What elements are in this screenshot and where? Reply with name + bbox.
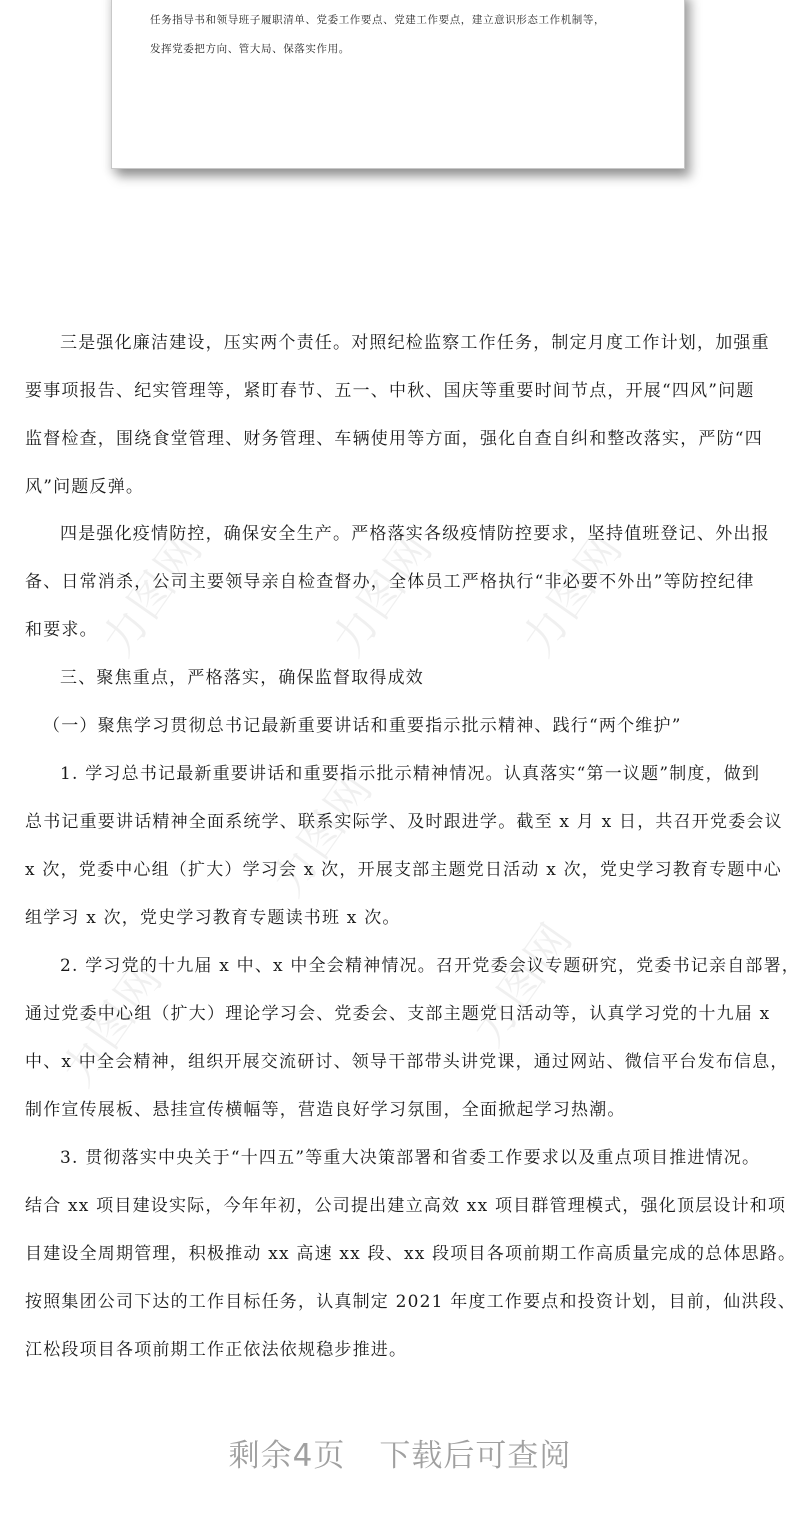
watermark: 力图网 (262, 763, 384, 906)
watermark: 力图网 (512, 523, 634, 666)
download-hint[interactable] (0, 1430, 800, 1475)
remaining-pages-label: 剩余4页 (228, 1438, 346, 1474)
text-line: 组学习 x 次，党史学习教育专题读书班 x 次。 (25, 908, 401, 928)
text-line: x 次，党委中心组（扩大）学习会 x 次，开展支部主题党日活动 x 次，党史学习教育专题中心 (25, 860, 782, 880)
text-line: 中、x 中全会精神，组织开展交流研讨、领导干部带头讲党课，通过网站、微信平台发布信息， (25, 1052, 789, 1072)
watermark: 力图网 (52, 953, 174, 1096)
preview-card-line: 任务指导书和领导班子履职清单、党委工作要点、党建工作要点，建立意识形态工作机制等， (150, 14, 606, 26)
text-line: 制作宣传展板、悬挂宣传横幅等，营造良好学习氛围，全面掀起学习热潮。 (25, 1100, 626, 1120)
preview-page-card (111, 0, 685, 169)
text-line: 按照集团公司下达的工作目标任务，认真制定 2021 年度工作要点和投资计划，目前，仙洪段、 (25, 1292, 797, 1312)
text-line: 目建设全周期管理，积极推动 xx 高速 xx 段、xx 段项目各项前期工作高质量完成的总体思路。 (25, 1244, 797, 1264)
text-line: 四是强化疫情防控，确保安全生产。严格落实各级疫情防控要求，坚持值班登记、外出报 (60, 524, 770, 544)
text-line: 备、日常消杀，公司主要领导亲自检查督办，全体员工严格执行“非必要不外出”等防控纪律 (25, 572, 755, 592)
text-line: 和要求。 (25, 620, 98, 640)
download-to-read-label: 下载后可查阅 (379, 1438, 572, 1474)
section-heading: 三、聚焦重点，严格落实，确保监督取得成效 (60, 668, 424, 688)
text-line: 2. 学习党的十九届 x 中、x 中全会精神情况。召开党委会议专题研究，党委书记亲自部署， (60, 956, 800, 976)
text-line: 总书记重要讲话精神全面系统学、联系实际学、及时跟进学。截至 x 月 x 日，共召开党委会议 (25, 812, 783, 832)
text-line: 结合 xx 项目建设实际，今年年初，公司提出建立高效 xx 项目群管理模式，强化顶层设计和项 (25, 1196, 787, 1216)
text-line: 监督检查，围绕食堂管理、财务管理、车辆使用等方面，强化自查自纠和整改落实，严防“四 (25, 429, 763, 449)
text-line: 江松段项目各项前期工作正依法依规稳步推进。 (25, 1340, 408, 1360)
watermark: 力图网 (92, 523, 214, 666)
preview-card-line: 发挥党委把方向、管大局、保落实作用。 (150, 43, 350, 55)
text-line: 要事项报告、纪实管理等，紧盯春节、五一、中秋、国庆等重要时间节点，开展“四风”问题 (25, 381, 755, 401)
text-line: 1. 学习总书记最新重要讲话和重要指示批示精神情况。认真落实“第一议题”制度，做到 (60, 764, 761, 784)
text-line: 通过党委中心组（扩大）理论学习会、党委会、支部主题党日活动等，认真学习党的十九届 x (25, 1004, 771, 1024)
text-line: 三是强化廉洁建设，压实两个责任。对照纪检监察工作任务，制定月度工作计划，加强重 (60, 333, 770, 353)
subsection-heading: （一）聚焦学习贯彻总书记最新重要讲话和重要指示批示精神、践行“两个维护” (43, 716, 682, 736)
text-line: 3. 贯彻落实中央关于“十四五”等重大决策部署和省委工作要求以及重点项目推进情况。 (60, 1148, 761, 1168)
watermark: 力图网 (322, 523, 444, 666)
text-line: 风”问题反弹。 (25, 477, 145, 497)
watermark: 力图网 (462, 913, 584, 1056)
